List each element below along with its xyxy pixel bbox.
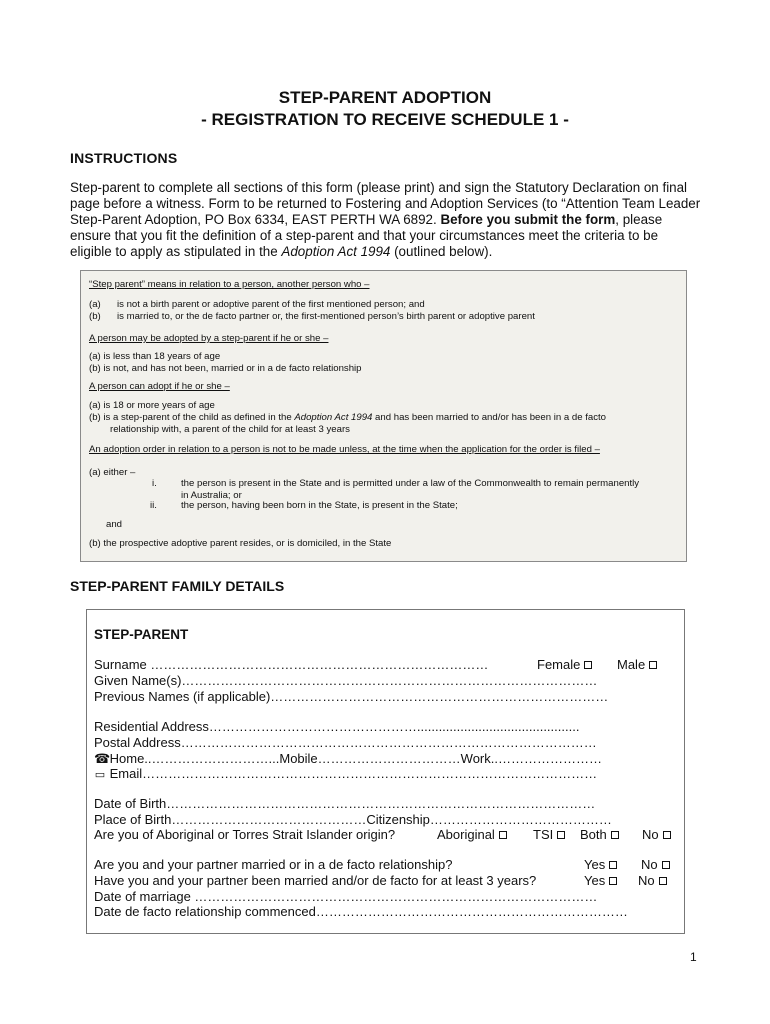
def-b-text: is married to, or the de facto partner or, the first-mentioned person’s birth parent or adoptive parent [117,311,535,322]
female-option[interactable]: Female [537,657,592,672]
order-condition-ii-num: ii. [150,500,157,511]
both-checkbox-icon[interactable] [611,831,619,839]
definitions-box [80,270,687,562]
def-a-text: is not a birth parent or adoptive parent of the first mentioned person; and [117,299,425,310]
phone-fields[interactable]: Home..………………………...Mobile……………………………Work..…………………… [109,751,602,766]
three-years-no-checkbox-icon[interactable] [659,877,667,885]
and-connector: and [106,519,123,530]
date-of-marriage-field[interactable]: Date of marriage ………………………………………………………………………………… [94,889,598,904]
given-names-field[interactable]: Given Name(s)…………………………………………………………………………………… [94,673,598,688]
form-subtitle: - REGISTRATION TO RECEIVE SCHEDULE 1 - [201,110,569,129]
three-years-question: Have you and your partner been married and/or de facto for at least 3 years? [94,873,537,888]
phone-icon: ☎ [94,751,111,766]
email-icon: ▭ [94,769,106,781]
aboriginal-question: Are you of Aboriginal or Torres Strait Islander origin? [94,827,396,842]
step-parent-form [86,609,685,934]
adoptee-criteria-heading: A person may be adopted by a step-parent if he or she – [89,333,329,344]
no-origin-option[interactable]: No [642,827,671,842]
def-b-label: (b) [89,311,101,322]
residential-address-field[interactable]: Residential Address…………………………………………............................................. [94,719,580,734]
place-of-birth-field[interactable]: Place of Birth………………………………………Citizenship…………………………………… [94,812,612,827]
relationship-yes-option[interactable]: Yes [584,857,617,872]
order-condition-i-num: i. [152,478,157,489]
instructions-heading: INSTRUCTIONS [70,150,178,166]
tsi-checkbox-icon[interactable] [557,831,565,839]
adoptee-criterion-b: (b) is not, and has not been, married or in a de facto relationship [89,363,362,374]
adopter-criterion-a: (a) is 18 or more years of age [89,400,215,411]
male-option[interactable]: Male [617,657,657,672]
aboriginal-option[interactable]: Aboriginal [437,827,507,842]
adoption-order-heading: An adoption order in relation to a person is not to be made unless, at the time when the application for the order is filed – [89,444,600,455]
female-checkbox-icon[interactable] [584,661,592,669]
postal-address-field[interactable]: Postal Address…………………………………………………………………………………… [94,735,597,750]
de-facto-commenced-field[interactable]: Date de facto relationship commenced……………………………………………………………… [94,904,628,919]
order-condition-b: (b) the prospective adoptive parent resides, or is domiciled, in the State [89,538,392,549]
relationship-no-option[interactable]: No [641,857,670,872]
phone-row[interactable] [94,751,602,767]
email-row[interactable] [94,766,597,781]
surname-field[interactable]: Surname …………………………………………………………………… [94,657,489,672]
both-option[interactable]: Both [580,827,619,842]
def-a-label: (a) [89,299,101,310]
three-years-no-option[interactable]: No [638,873,667,888]
adopter-criterion-b: (b) is a step-parent of the child as defined in the Adoption Act 1994 and has been married to and/or has been in a de facto [89,412,606,423]
order-condition-ii: the person, having been born in the State, is present in the State; [181,500,458,511]
instructions-paragraph: Step-parent to complete all sections of this form (please print) and sign the Statutory Declaration on final page before a witness. Form to be returned to Fostering and Adoption Services (to “Attention Team Leader Step-Parent Adoption, PO Box 6334, EAST PERTH WA 6892. Before you submit the form, please ensure that you fit the definition of a step-parent and that your circumstances meet the criteria to be eligible to apply as stipulated in the Adoption Act 1994 (outlined below). [70,180,701,259]
step-parent-heading: STEP-PARENT [94,627,189,642]
email-field[interactable]: Email…………………………………………………………………………………………… [109,766,598,781]
aboriginal-checkbox-icon[interactable] [499,831,507,839]
order-condition-a: (a) either – [89,467,136,478]
three-years-yes-checkbox-icon[interactable] [609,877,617,885]
previous-names-field[interactable]: Previous Names (if applicable)…………………………………………………………………… [94,689,609,704]
date-of-birth-field[interactable]: Date of Birth……………………………………………………………………………………… [94,796,596,811]
order-condition-i-cont: in Australia; or [181,490,242,501]
page-number: 1 [690,950,697,964]
adopter-criteria-heading: A person can adopt if he or she – [89,381,230,392]
step-parent-definition-heading: “Step parent” means in relation to a person, another person who – [89,279,370,290]
three-years-yes-option[interactable]: Yes [584,873,617,888]
order-condition-i: the person is present in the State and is permitted under a law of the Commonwealth to remain permanently [181,478,640,489]
relationship-question: Are you and your partner married or in a de facto relationship? [94,857,453,872]
relationship-no-checkbox-icon[interactable] [662,861,670,869]
adopter-criterion-b-cont: relationship with, a parent of the child for at least 3 years [110,424,350,435]
tsi-option[interactable]: TSI [533,827,565,842]
male-checkbox-icon[interactable] [649,661,657,669]
no-origin-checkbox-icon[interactable] [663,831,671,839]
relationship-yes-checkbox-icon[interactable] [609,861,617,869]
family-details-heading: STEP-PARENT FAMILY DETAILS [70,578,285,594]
adoptee-criterion-a: (a) is less than 18 years of age [89,351,221,362]
form-title: STEP-PARENT ADOPTION [278,88,492,107]
